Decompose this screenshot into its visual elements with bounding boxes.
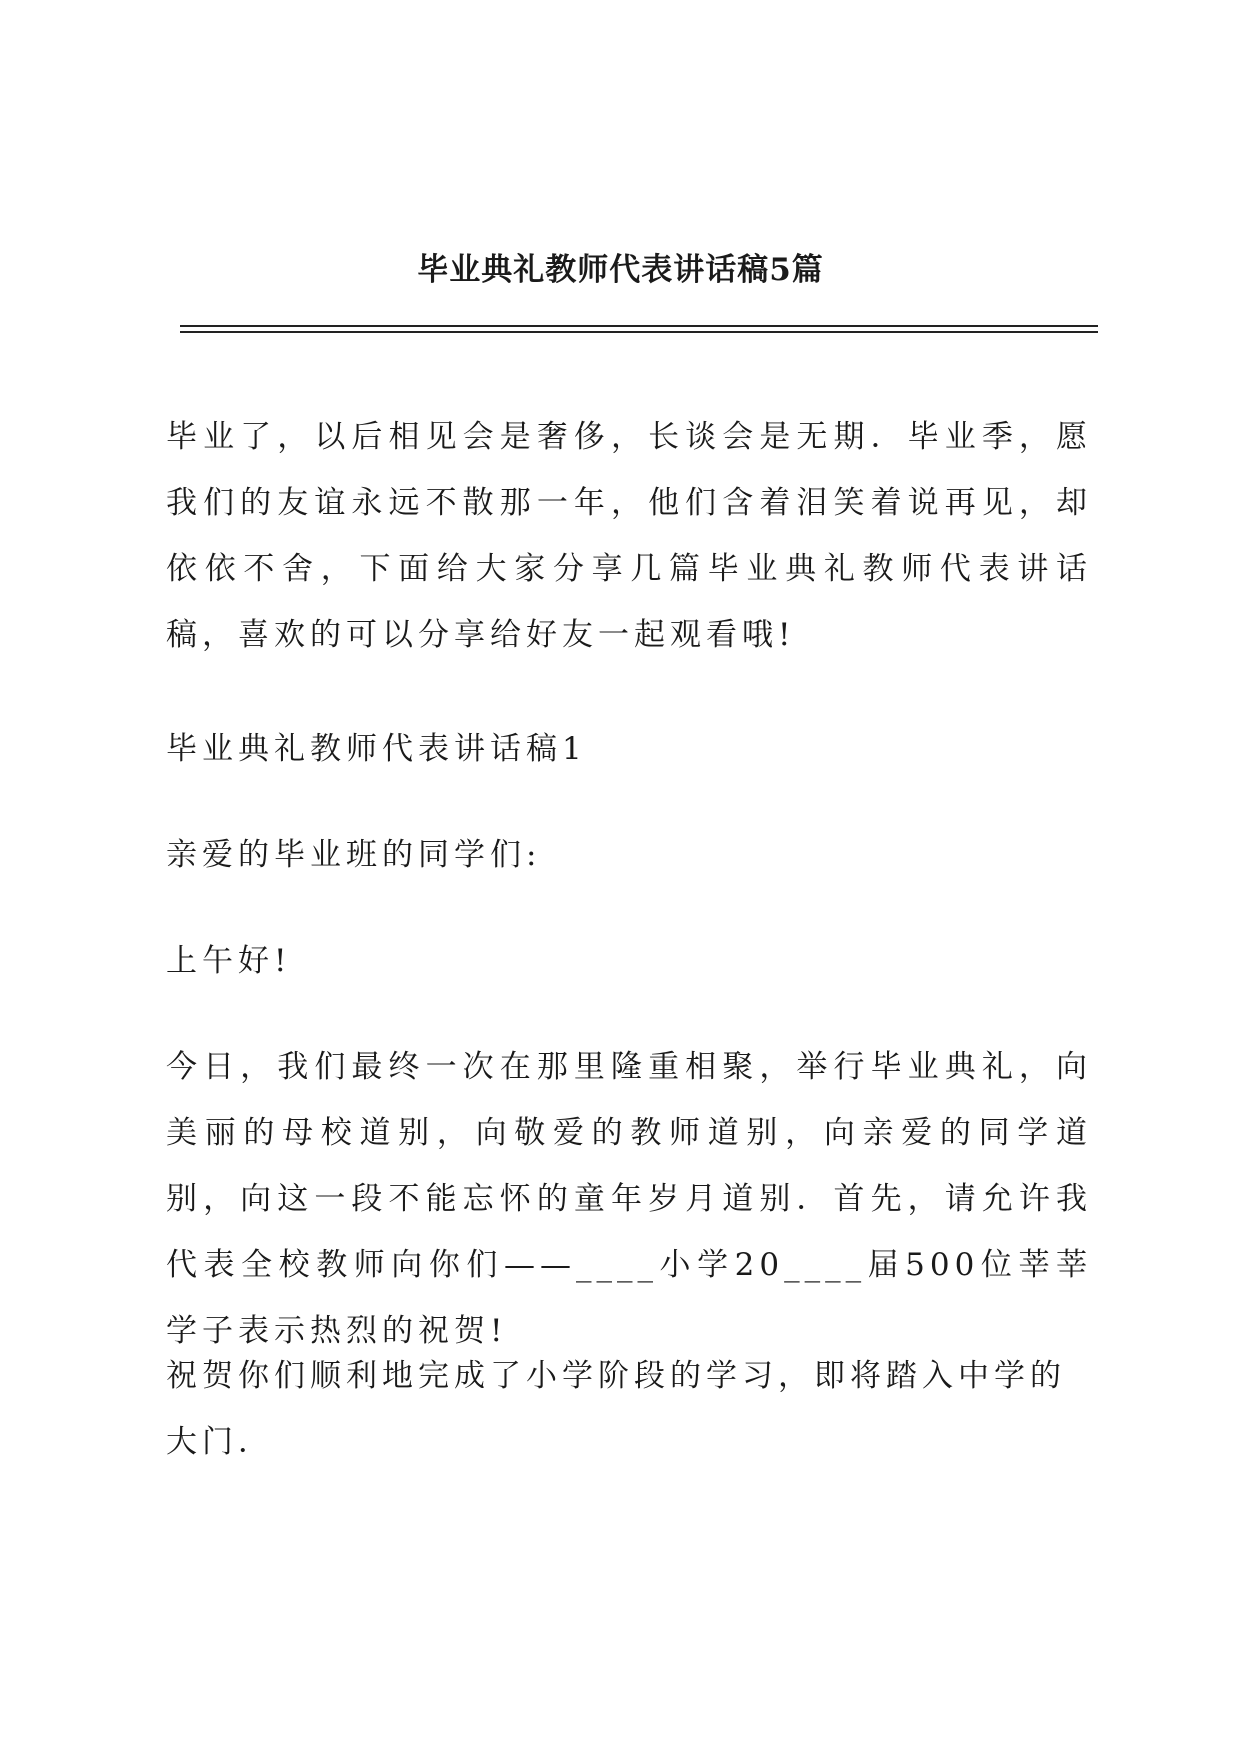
section-heading: 毕业典礼教师代表讲话稿1 [166,731,587,767]
document-title: 毕业典礼教师代表讲话稿5篇 [417,252,824,288]
intro-paragraph: 毕业了，以后相见会是奢侈，长谈会是无期．毕业季，愿我们的友谊永远不散那一年，他们含着泪笑着说再见，却依依不舍，下面给大家分享几篇毕业典礼教师代表讲话稿，喜欢的可以分享给好友一起观看哦! [166,419,1092,653]
salutation: 亲爱的毕业班的同学们: [166,837,542,873]
body-paragraph: 今日，我们最终一次在那里隆重相聚，举行毕业典礼，向美丽的母校道别，向敬爱的教师道别，向亲爱的同学道别，向这一段不能忘怀的童年岁月道别．首先，请允许我代表全校教师向你们——____小学20____届500位莘莘学子表示热烈的祝贺! [166,1049,1092,1349]
greeting: 上午好! [166,943,292,979]
body-paragraph: 祝贺你们顺利地完成了小学阶段的学习，即将踏入中学的大门． [166,1358,1066,1460]
title-divider-top [180,325,1098,327]
title-divider-bottom [180,331,1098,333]
